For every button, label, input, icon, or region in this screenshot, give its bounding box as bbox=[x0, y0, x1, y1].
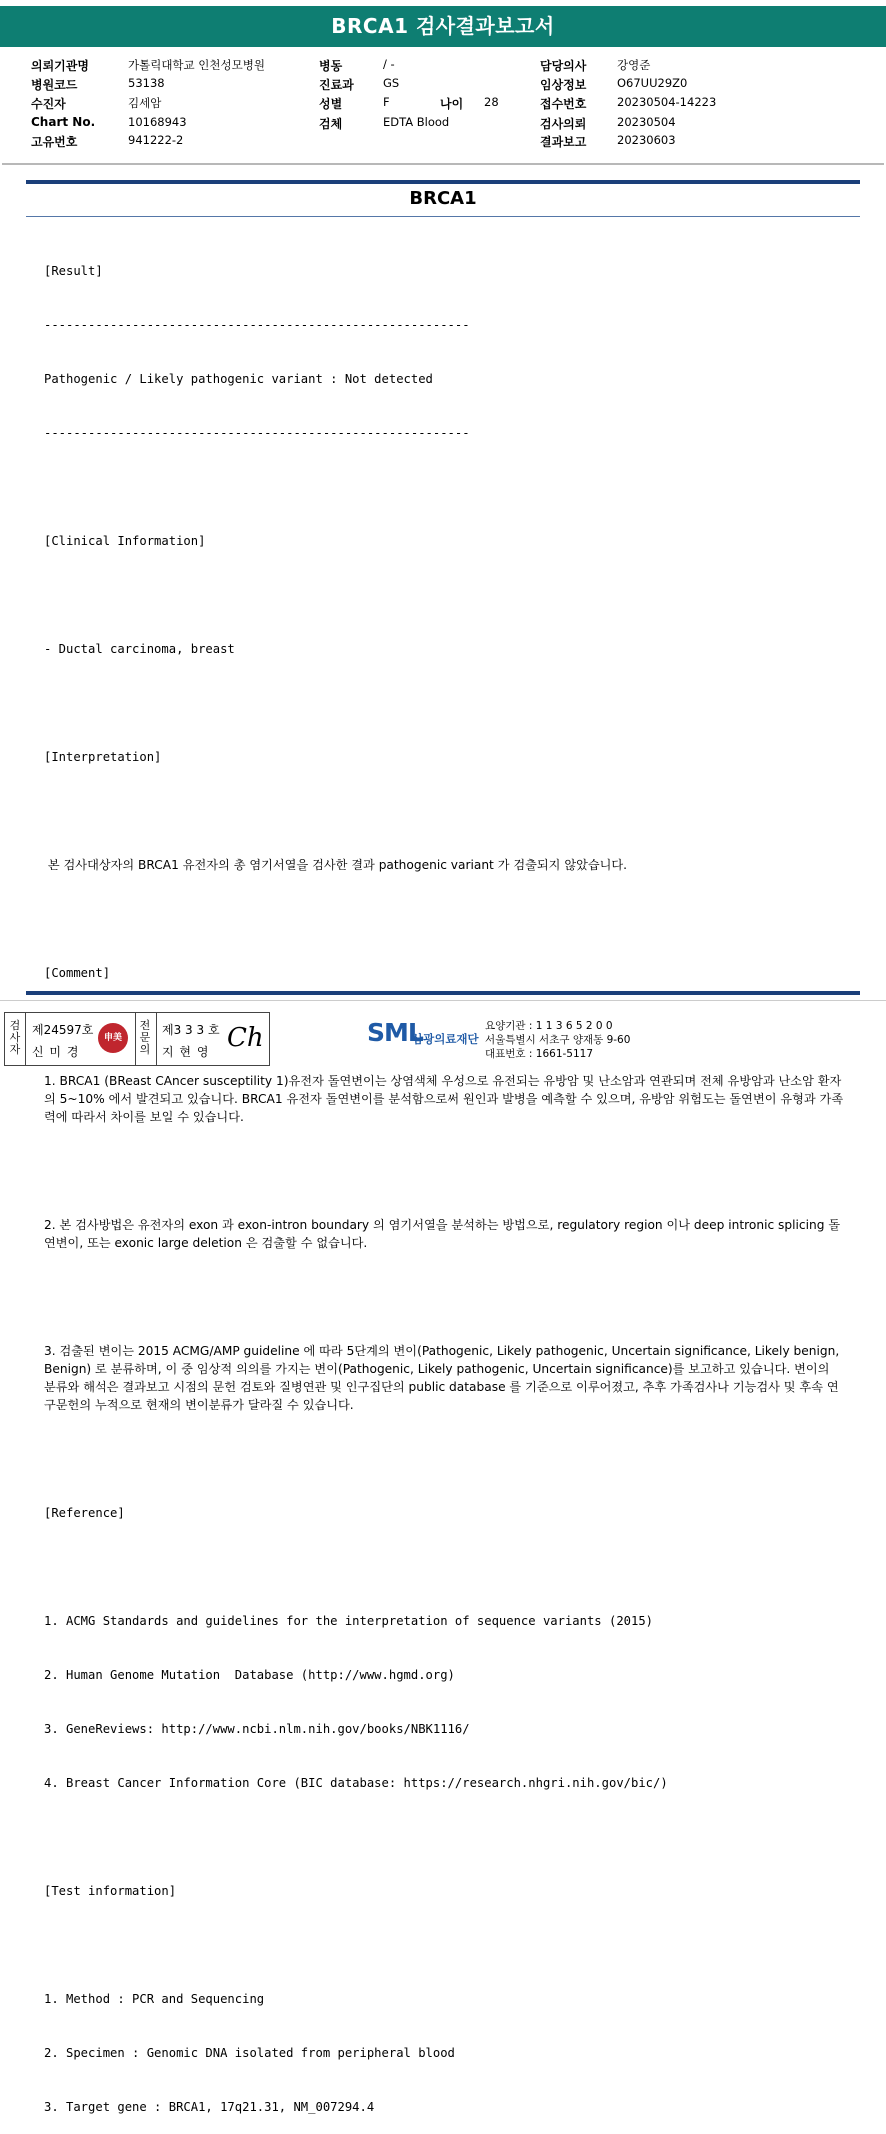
sml-logo bbox=[367, 1018, 479, 1047]
label-request-date: 검사의뢰 bbox=[540, 117, 587, 131]
comment-item: 2. 본 검사방법은 유전자의 exon 과 exon-intron boundary 의 염기서열을 분석하는 방법으로, regulatory region 이나 deep intronic splicing 돌연변이, 또는 exonic large deletion 은 검출할 수 없습니다. bbox=[44, 1218, 841, 1250]
confirmer-label: 전문의 bbox=[139, 1019, 151, 1056]
examiner-name: 신 미 경 bbox=[32, 1045, 80, 1059]
sml-logo-text: SML bbox=[367, 1018, 423, 1047]
reference-item: 1. ACMG Standards and guidelines for the interpretation of sequence variants (2015) bbox=[44, 1614, 654, 1628]
contact-line: 요양기관 : 1 1 3 6 5 2 0 0 bbox=[485, 1020, 613, 1032]
signature: Ch bbox=[227, 1023, 264, 1053]
report-title: BRCA1 검사결과보고서 bbox=[0, 6, 886, 47]
section-rule-top bbox=[26, 180, 860, 184]
seal-stamp: 申美 bbox=[98, 1023, 128, 1053]
clinical-text: - Ductal carcinoma, breast bbox=[44, 642, 235, 656]
label-ward: 병동 bbox=[319, 59, 343, 73]
contact-line: 서울특별시 서초구 양재동 9-60 bbox=[485, 1034, 631, 1046]
value-age: 28 bbox=[484, 95, 499, 109]
dash-line: ---------------------------------------------------------- bbox=[44, 318, 470, 332]
value-sex: F bbox=[383, 95, 390, 109]
label-unique-no: 고유번호 bbox=[31, 135, 78, 149]
value-ward: / - bbox=[383, 57, 395, 71]
value-clinical-info: O67UU29Z0 bbox=[617, 76, 688, 90]
section-rule-under-title bbox=[26, 216, 860, 217]
reference-heading: [Reference] bbox=[44, 1506, 125, 1520]
interpretation-heading: [Interpretation] bbox=[44, 750, 162, 764]
label-specimen: 검체 bbox=[319, 117, 343, 131]
examiner-license: 제24597호 bbox=[32, 1023, 94, 1037]
test-heading: [Test information] bbox=[44, 1884, 177, 1898]
label-department: 진료과 bbox=[319, 78, 354, 92]
comment-item: 1. BRCA1 (BReast CAncer susceptility 1)유전자 돌연변이는 상염색체 우성으로 유전되는 유방암 및 난소암과 연관되며 전체 유방암과 난소암 환자의 5~10% 에서 발견되고 있습니다. BRCA1 유전자 돌연변이를 분석함으로써 원인과 발병을 예측할 수 있으며, 유방암 위험도는 돌연변이 유형과 가족력에 따라서 차이를 보일 수 있습니다. bbox=[44, 1074, 844, 1124]
contact-line: 대표번호 : 1661-5117 bbox=[485, 1048, 594, 1060]
test-item: 2. Specimen : Genomic DNA isolated from peripheral blood bbox=[44, 2046, 455, 2060]
report-body bbox=[44, 226, 844, 2134]
label-report-date: 결과보고 bbox=[540, 135, 587, 149]
value-receipt-no: 20230504-14223 bbox=[617, 95, 717, 109]
result-heading: [Result] bbox=[44, 264, 103, 278]
label-doctor: 담당의사 bbox=[540, 59, 587, 73]
value-doctor: 강영준 bbox=[617, 58, 651, 72]
label-chart-no: Chart No. bbox=[31, 115, 96, 129]
signature-box bbox=[4, 1012, 270, 1066]
label-patient: 수진자 bbox=[31, 97, 66, 111]
section-title: BRCA1 bbox=[409, 188, 477, 209]
label-receipt-no: 접수번호 bbox=[540, 97, 587, 111]
test-item: 3. Target gene : BRCA1, 17q21.31, NM_007294.4 bbox=[44, 2100, 375, 2114]
interpretation-text: 본 검사대상자의 BRCA1 유전자의 총 염기서열을 검사한 결과 pathogenic variant 가 검출되지 않았습니다. bbox=[44, 858, 628, 872]
dash-line: ---------------------------------------------------------- bbox=[44, 426, 470, 440]
clinical-heading: [Clinical Information] bbox=[44, 534, 206, 548]
footer-divider bbox=[0, 1000, 886, 1001]
value-department: GS bbox=[383, 76, 400, 90]
reference-item: 2. Human Genome Mutation Database (http://www.hgmd.org) bbox=[44, 1668, 455, 1682]
comment-item: 3. 검출된 변이는 2015 ACMG/AMP guideline 에 따라 5단계의 변이(Pathogenic, Likely pathogenic, Uncertain significance, Likely benign, Benign) 로 분류하며, 이 중 임상적 의의를 가지는 변이(Pathogenic, Likely pathogenic, Uncertain significance)를 보고하고 있습니다. 변이의 분류와 해석은 결과보고 시점의 문헌 검토와 질병연관 및 인구집단의 public database 를 기준으로 이루어졌고, 추후 가족검사나 기능검사 및 후속 연구문헌의 누적으로 현재의 변이분류가 달라질 수 있습니다. bbox=[44, 1344, 844, 1412]
confirmer-license: 제3 3 3 호 bbox=[162, 1023, 220, 1037]
label-sex: 성별 bbox=[319, 97, 343, 111]
label-clinical-info: 임상정보 bbox=[540, 78, 587, 92]
value-institution: 가톨릭대학교 인천성모병원 bbox=[128, 58, 265, 72]
contact-info bbox=[485, 1019, 630, 1061]
label-institution: 의뢰기관명 bbox=[31, 59, 89, 73]
value-chart-no: 10168943 bbox=[128, 115, 187, 129]
label-hospital-code: 병원코드 bbox=[31, 78, 78, 92]
value-request-date: 20230504 bbox=[617, 115, 676, 129]
comment-heading: [Comment] bbox=[44, 966, 111, 980]
examiner-label: 검사자 bbox=[9, 1019, 21, 1056]
reference-item: 3. GeneReviews: http://www.ncbi.nlm.nih.gov/books/NBK1116/ bbox=[44, 1722, 470, 1736]
label-age: 나이 bbox=[440, 97, 464, 111]
value-report-date: 20230603 bbox=[617, 133, 676, 147]
value-specimen: EDTA Blood bbox=[383, 115, 450, 129]
result-text: Pathogenic / Likely pathogenic variant : Not detected bbox=[44, 372, 433, 386]
header-divider bbox=[2, 163, 884, 165]
confirmer-name: 지 현 영 bbox=[162, 1045, 210, 1059]
value-patient: 김세암 bbox=[128, 96, 162, 110]
value-hospital-code: 53138 bbox=[128, 76, 165, 90]
reference-item: 4. Breast Cancer Information Core (BIC database: https://research.nhgri.nih.gov/bic/) bbox=[44, 1776, 668, 1790]
patient-info-block bbox=[0, 55, 886, 155]
section-rule-bottom bbox=[26, 991, 860, 995]
value-unique-no: 941222-2 bbox=[128, 133, 184, 147]
organization-name: 삼광의료재단 bbox=[412, 1032, 479, 1046]
test-item: 1. Method : PCR and Sequencing bbox=[44, 1992, 265, 2006]
